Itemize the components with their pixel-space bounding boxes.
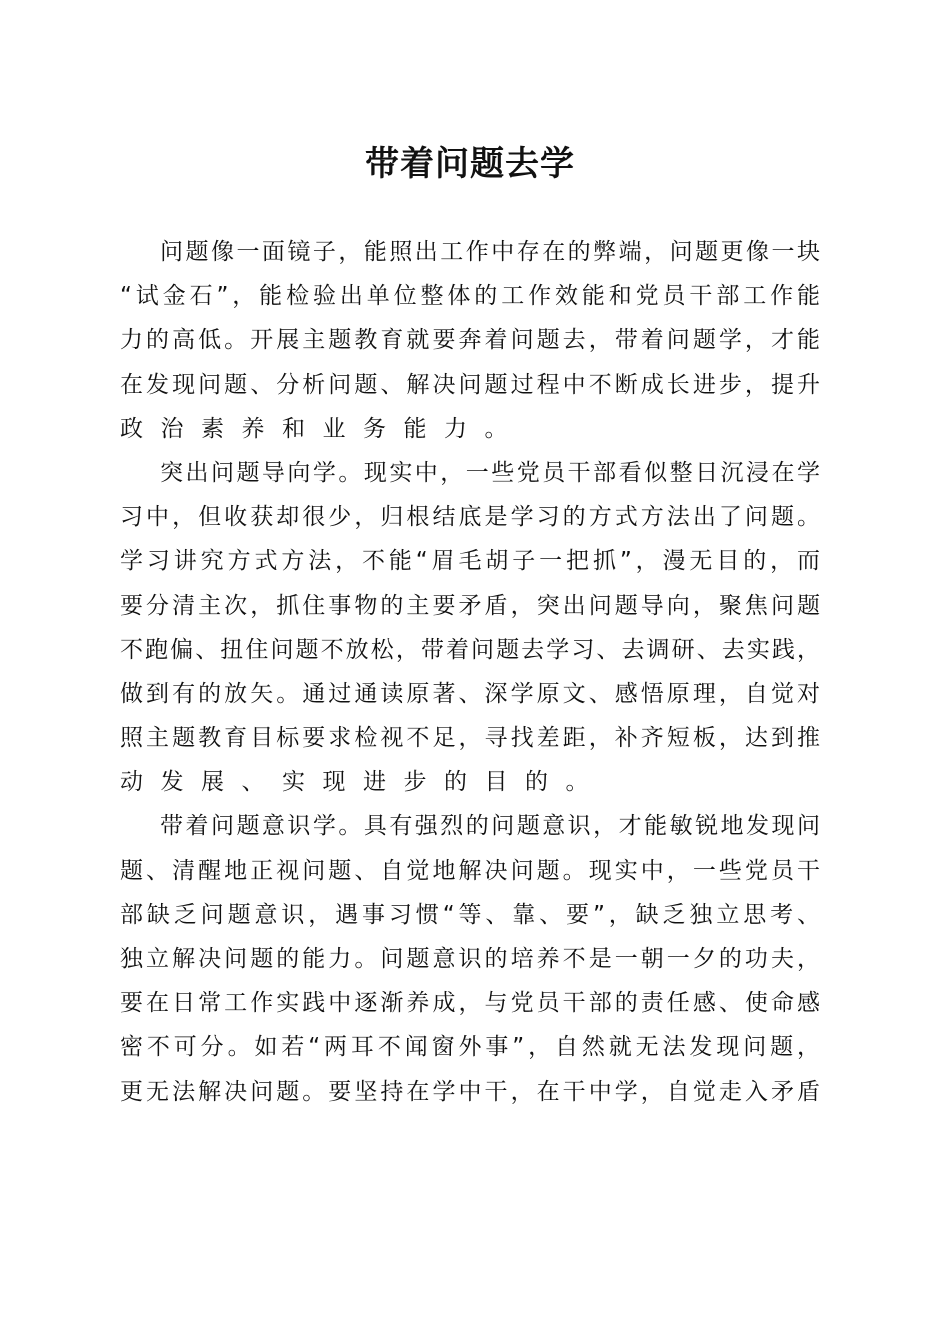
paragraph-line: 带着问题意识学。具有强烈的问题意识，才能敏锐地发现问 [160,813,820,840]
paragraph-line: 力的高低。开展主题教育就要奔着问题去，带着问题学，才能 [120,327,820,354]
paragraph-line: 不跑偏、扭住问题不放松，带着问题去学习、去调研、去实践， [120,636,820,663]
paragraph-line: 更无法解决问题。要坚持在学中干，在干中学，自觉走入矛盾 [120,1078,820,1105]
paragraph-line: 突出问题导向学。现实中，一些党员干部看似整日沉浸在学 [160,459,820,486]
paragraph-line: 题、清醒地正视问题、自觉地解决问题。现实中，一些党员干 [120,857,820,884]
paragraph-line: 学习讲究方式方法，不能“眉毛胡子一把抓”，漫无目的，而 [120,548,820,575]
paragraph-line: 做到有的放矢。通过通读原著、深学原文、感悟原理，自觉对 [120,680,820,707]
paragraph-line: 在发现问题、分析问题、解决问题过程中不断成长进步，提升 [120,371,820,398]
paragraph-line: 部缺乏问题意识，遇事习惯“等、靠、要”，缺乏独立思考、 [120,901,820,928]
paragraph-line: 政治素养和业务能力。 [120,415,525,442]
paragraph-line: 要在日常工作实践中逐渐养成，与党员干部的责任感、使命感 [120,990,820,1017]
paragraph-line: 问题像一面镜子，能照出工作中存在的弊端，问题更像一块 [160,239,820,265]
paragraph-line: 照主题教育目标要求检视不足，寻找差距，补齐短板，达到推 [120,725,820,752]
paragraph-line: “试金石”，能检验出单位整体的工作效能和党员干部工作能 [120,283,820,310]
document-title: 带着问题去学 [365,144,575,184]
paragraph-line: 要分清主次，抓住事物的主要矛盾，突出问题导向，聚焦问题 [120,592,820,619]
paragraph-line: 动发展、实现进步的目的。 [120,769,606,796]
document-body [120,230,820,1114]
paragraph-line: 密不可分。如若“两耳不闻窗外事”，自然就无法发现问题， [120,1034,820,1061]
paragraph-line: 习中，但收获却很少，归根结底是学习的方式方法出了问题。 [120,504,820,531]
paragraph-line: 独立解决问题的能力。问题意识的培养不是一朝一夕的功夫， [120,946,820,972]
